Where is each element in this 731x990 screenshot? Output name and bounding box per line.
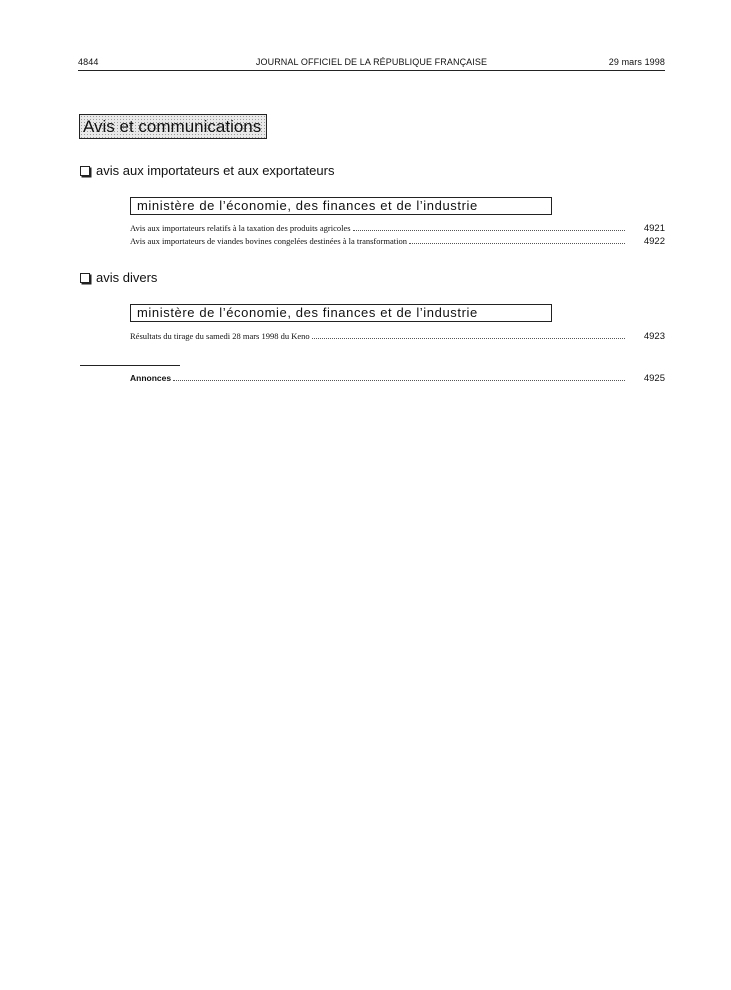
entry-label: Avis aux importateurs relatifs à la taxation des produits agricoles [130, 223, 351, 233]
ministry-box: ministère de l’économie, des finances et de l’industrie [130, 197, 552, 215]
page-header [78, 57, 665, 71]
toc-entry[interactable] [130, 223, 665, 234]
entry-label: Résultats du tirage du samedi 28 mars 1998 du Keno [130, 331, 310, 341]
entry-label: Avis aux importateurs de viandes bovines congelées destinées à la transformation [130, 236, 407, 246]
checkbox-icon [80, 273, 90, 283]
entry-page: 4921 [643, 223, 665, 234]
entry-page: 4925 [643, 373, 665, 384]
divider [80, 365, 180, 366]
ministry-box: ministère de l’économie, des finances et de l’industrie [130, 304, 552, 322]
dot-leader [173, 374, 625, 381]
toc-entry[interactable] [130, 236, 665, 247]
category-heading [80, 163, 334, 178]
entry-page: 4923 [643, 331, 665, 342]
dot-leader [409, 237, 625, 244]
dot-leader [353, 224, 625, 231]
dot-leader [312, 332, 625, 339]
page-number: 4844 [78, 57, 99, 67]
toc-entry[interactable] [130, 331, 665, 342]
journal-title: JOURNAL OFFICIEL DE LA RÉPUBLIQUE FRANÇAISE [255, 57, 488, 67]
entry-page: 4922 [643, 236, 665, 247]
section-title: Avis et communications [79, 114, 267, 139]
entry-label: Annonces [130, 373, 172, 383]
category-title: avis aux importateurs et aux exportateurs [96, 163, 335, 178]
checkbox-icon [80, 166, 90, 176]
toc-entry-annonces[interactable] [130, 373, 665, 384]
category-title: avis divers [96, 270, 158, 285]
issue-date: 29 mars 1998 [608, 57, 665, 67]
category-heading [80, 270, 157, 285]
